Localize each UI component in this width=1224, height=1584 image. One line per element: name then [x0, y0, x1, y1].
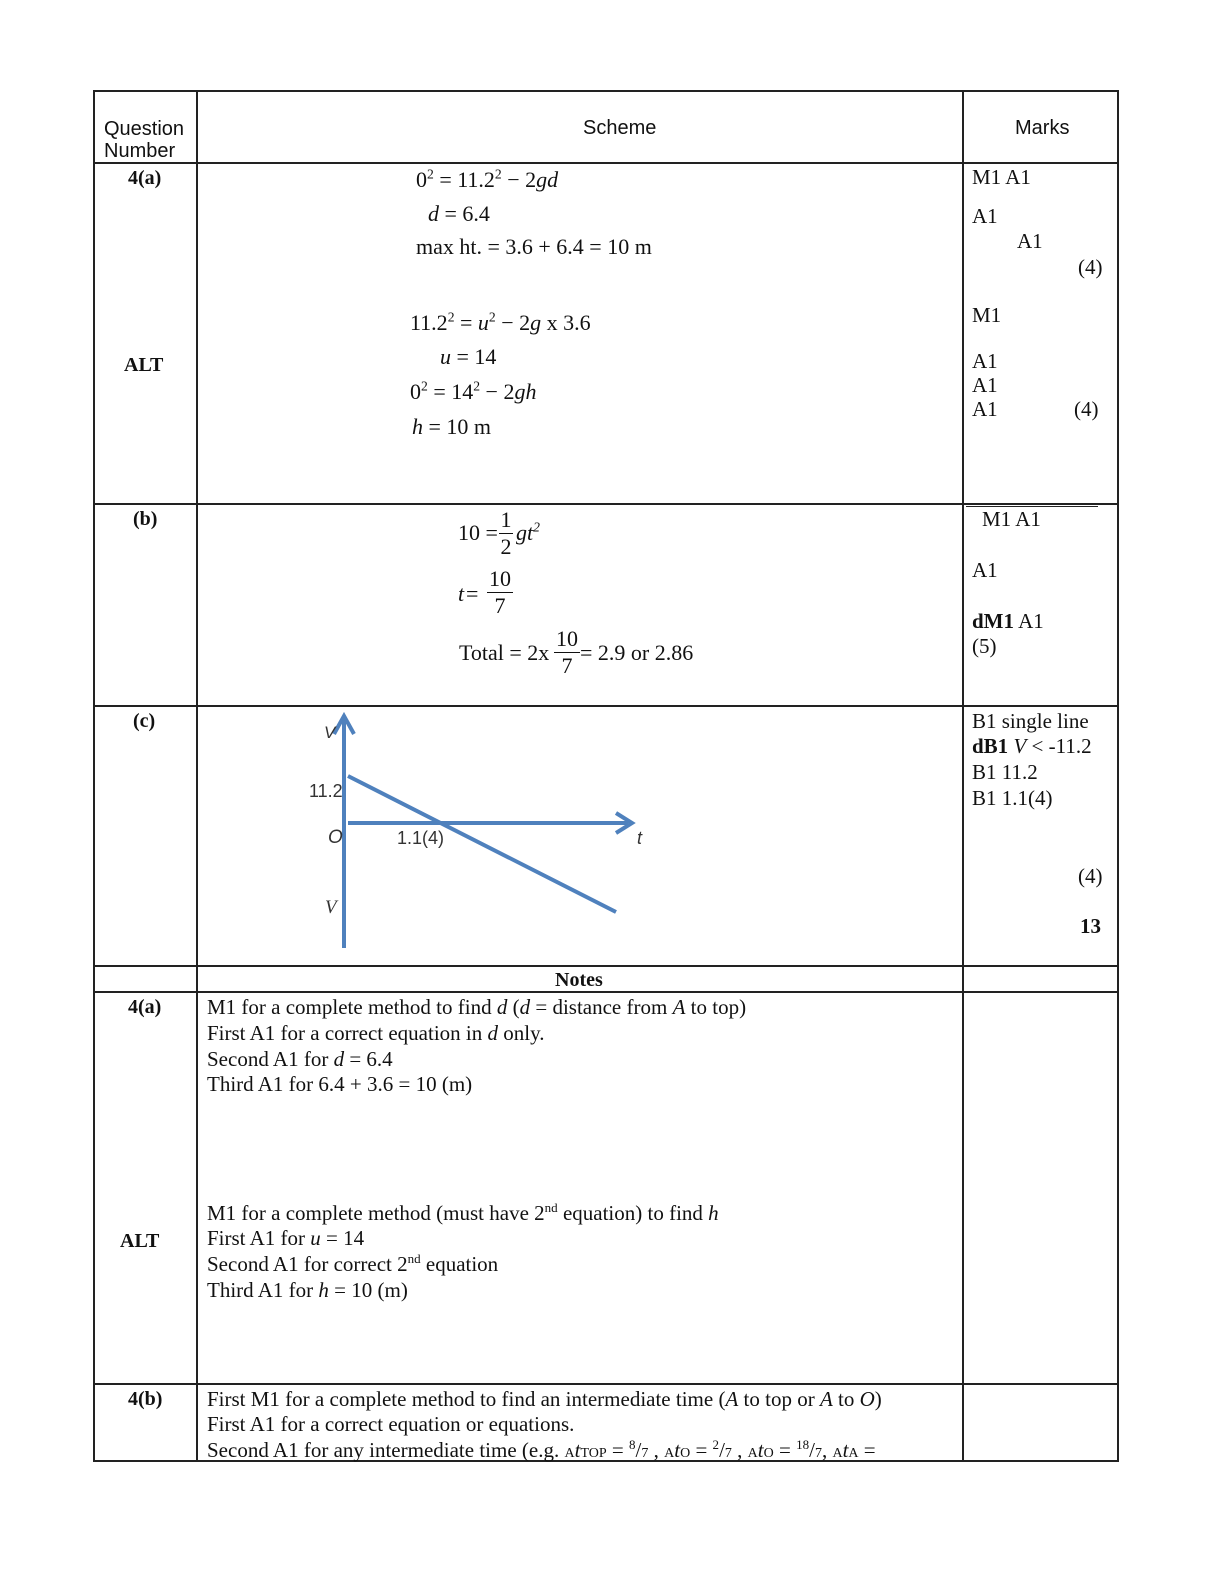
notes-alt-line-3: Second A1 for correct 2nd equation [207, 1251, 499, 1276]
scheme-4a-eq2: d = 6.4 [428, 201, 490, 226]
question-label-b: (b) [133, 508, 158, 530]
notes-label-4a: 4(a) [128, 996, 162, 1018]
marks-4a-3: A1 [1017, 229, 1043, 253]
marks-alt-4: A1 [972, 397, 998, 421]
scheme-b-eq2-lhs: t [458, 581, 465, 606]
marks-b-2: A1 [972, 558, 998, 582]
marks-c-4: B1 1.1(4) [972, 786, 1053, 810]
notes-4b-line-3: Second A1 for any intermediate time (e.g. AtTOP = $^8$/7 , AtO = $^2$/7 , AtO = $^{18}$/7, AtA = [207, 1437, 876, 1462]
notes-label-alt: ALT [120, 1230, 160, 1252]
notes-heading: Notes [555, 969, 603, 991]
marks-4a-total: (4) [1078, 255, 1103, 279]
table-border-right [1117, 90, 1119, 1462]
scheme-alt-eq1: $11.2^2 = u^2 - 2g$ x 3.6 [410, 309, 591, 335]
table-divider-1 [196, 90, 198, 1462]
question-label-alt: ALT [124, 354, 164, 376]
marks-b-total: (5) [972, 634, 997, 658]
table-border-top [93, 90, 1118, 92]
graph-v-bottom-label: V [325, 897, 337, 918]
notes-alt-line-4: Third A1 for h = 10 (m) [207, 1278, 408, 1302]
scheme-b-eq1-rhs: $gt^2$ [516, 519, 540, 545]
header-scheme: Scheme [583, 117, 657, 139]
notes-alt-line-2: First A1 for u = 14 [207, 1226, 365, 1250]
notes-4b-line-1: First M1 for a complete method to find an intermediate time (A to top or A to O) [207, 1387, 882, 1411]
scheme-b-eq1-fraction: 1 2 [500, 507, 512, 559]
velocity-time-graph [300, 706, 660, 956]
scheme-b-eq1-lhs: 10 = [458, 520, 498, 545]
marks-b-3: dM1 A1 [972, 609, 1044, 633]
row-divider-c-notes [93, 965, 1118, 967]
marks-c-2: dB1 V < -11.2 [972, 734, 1092, 758]
marks-c-3: B1 11.2 [972, 760, 1038, 784]
graph-y-label: 11.2 [309, 781, 343, 801]
graph-velocity-line [348, 776, 616, 912]
question-label-c: (c) [133, 710, 156, 732]
marks-c-total: (4) [1078, 864, 1103, 888]
marks-alt-2: A1 [972, 349, 998, 373]
notes-4b-line-2: First A1 for a correct equation or equations. [207, 1412, 575, 1436]
notes-4a-line-1: M1 for a complete method to find d (d = distance from A to top) [207, 995, 747, 1019]
scheme-alt-eq2: u = 14 [440, 344, 497, 369]
scheme-b-eq3-rhs: = 2.9 or 2.86 [580, 640, 694, 665]
notes-4a-line-3: Second A1 for d = 6.4 [207, 1047, 393, 1071]
notes-label-4b: 4(b) [128, 1388, 163, 1410]
scheme-alt-eq4: h = 10 m [412, 414, 492, 439]
marks-4a-2: A1 [972, 204, 998, 228]
marks-c-1: B1 single line [972, 709, 1089, 733]
graph-x-tick-label: 1.1(4) [397, 828, 445, 848]
scheme-alt-eq3: $0^2 = 14^2 - 2gh$ [410, 378, 537, 404]
notes-alt-line-1: M1 for a complete method (must have 2nd equation) to find h [207, 1200, 719, 1225]
header-marks: Marks [1015, 117, 1070, 139]
scheme-b-eq2-fraction: 10 7 [489, 566, 511, 618]
graph-t-label: t [637, 828, 643, 848]
graph-v-top-label: V [324, 723, 336, 742]
marks-4a-1: M1 A1 [972, 165, 1031, 189]
scheme-b-eq3-lhs: Total = 2x [459, 640, 550, 665]
scheme-4a-eq3: max ht. = 3.6 + 6.4 = 10 m [416, 234, 652, 259]
marks-alt-1: M1 [972, 303, 1002, 327]
graph-origin-label: O [328, 827, 343, 848]
marks-question-total: 13 [1080, 914, 1101, 938]
header-question-number: Question Number [104, 118, 185, 162]
notes-4a-line-2: First A1 for a correct equation in d only. [207, 1021, 545, 1045]
notes-divider-a-b [93, 1383, 1118, 1385]
question-label-4a: 4(a) [128, 167, 162, 189]
table-divider-2 [962, 90, 964, 1462]
scheme-b-eq2-eq: = [466, 581, 479, 606]
row-divider-a-b [93, 503, 1118, 505]
notes-4a-line-4: Third A1 for 6.4 + 3.6 = 10 (m) [207, 1072, 473, 1096]
scheme-b-eq3-fraction: 10 7 [556, 626, 578, 678]
marks-alt-3: A1 [972, 373, 998, 397]
scheme-4a-eq1: $0^2 = 11.2^2 - 2gd$ [416, 166, 559, 192]
notes-heading-divider [93, 991, 1118, 993]
header-divider [93, 162, 1118, 164]
marks-alt-total: (4) [1074, 397, 1099, 421]
marks-b-1: M1 A1 [982, 507, 1041, 531]
table-border-left [93, 90, 95, 1462]
